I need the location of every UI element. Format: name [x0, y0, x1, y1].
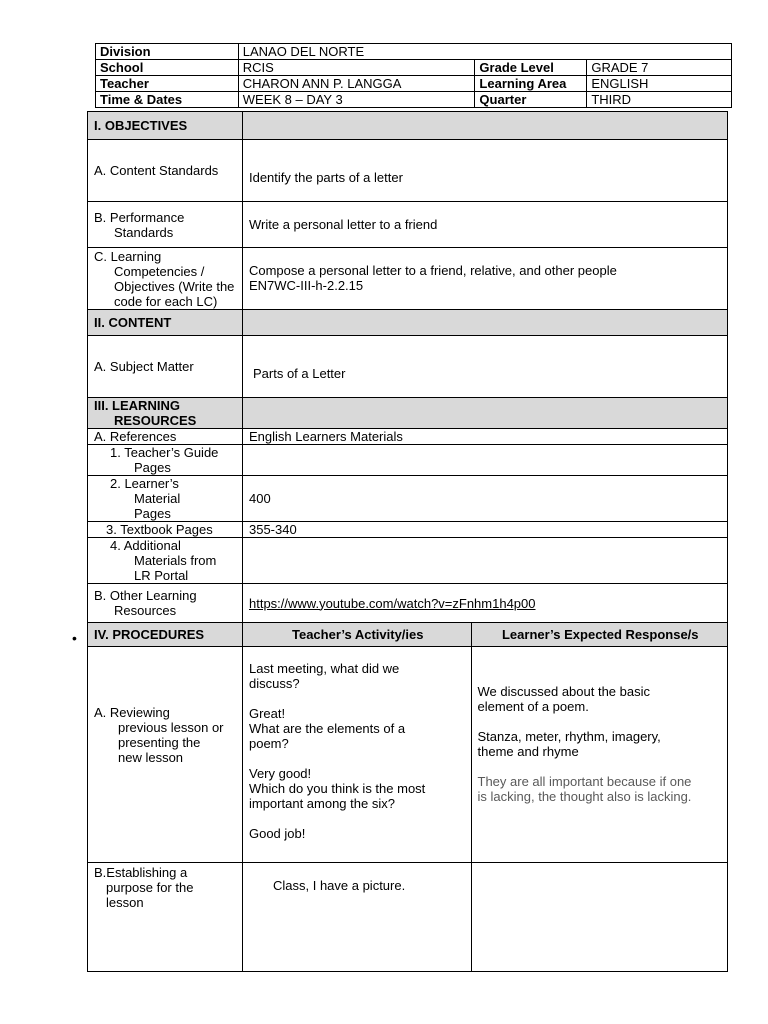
lesson-plan-table: [87, 111, 728, 972]
subject-matter-value: Parts of a Letter: [242, 336, 727, 398]
performance-standards-label: B. Performance Standards: [88, 202, 243, 248]
content-standards-value: Identify the parts of a letter: [242, 140, 727, 202]
teachers-guide-value: [242, 445, 727, 476]
teacher-value: CHARON ANN P. LANGGA: [238, 76, 475, 92]
teachers-guide-label: 1. Teacher’s Guide Pages: [88, 445, 243, 476]
time-dates-value: WEEK 8 – DAY 3: [238, 92, 475, 108]
division-value: LANAO DEL NORTE: [238, 44, 731, 60]
teachers-guide-row: [88, 445, 728, 476]
other-resources-cell: [242, 584, 727, 623]
establishing-label: B.Establishing a purpose for the lesson: [88, 863, 243, 972]
resources-heading-row: [88, 398, 728, 429]
other-resources-row: [88, 584, 728, 623]
competencies-label: C. Learning Competencies / Objectives (Write the code for each LC): [88, 248, 243, 310]
grade-level-label: Grade Level: [475, 60, 587, 76]
performance-standards-row: [88, 202, 728, 248]
content-standards-row: [88, 140, 728, 202]
reviewing-row: [88, 647, 728, 863]
content-heading-row: [88, 310, 728, 336]
bullet-marker: •: [72, 630, 77, 646]
learners-material-value: 400: [242, 476, 727, 522]
reviewing-learner-response: We discussed about the basic element of a poem. Stanza, meter, rhythm, imagery, theme and rhyme They are all important because if one is lacking, the thought also is lacking.: [471, 647, 727, 863]
youtube-link[interactable]: https://www.youtube.com/watch?v=zFnhm1h4p00: [248, 595, 536, 611]
learning-area-label: Learning Area: [475, 76, 587, 92]
performance-standards-value: Write a personal letter to a friend: [242, 202, 727, 248]
teacher-activity-header: Teacher’s Activity/ies: [242, 623, 471, 647]
content-heading: II. CONTENT: [88, 310, 243, 336]
additional-materials-value: [242, 538, 727, 584]
learners-material-label: 2. Learner’s Material Pages: [88, 476, 243, 522]
competencies-value: Compose a personal letter to a friend, relative, and other people EN7WC-III-h-2.2.15: [242, 248, 727, 310]
learner-response-header: Learner’s Expected Response/s: [471, 623, 727, 647]
other-resources-label: B. Other Learning Resources: [88, 584, 243, 623]
objectives-heading-row: [88, 112, 728, 140]
subject-matter-label: A. Subject Matter: [88, 336, 243, 398]
objectives-heading: I. OBJECTIVES: [88, 112, 243, 140]
header-table: [95, 43, 732, 108]
time-dates-label: Time & Dates: [96, 92, 239, 108]
grade-level-value: GRADE 7: [587, 60, 732, 76]
establishing-learner-response: [471, 863, 727, 972]
reviewing-teacher-activity: Last meeting, what did we discuss? Great! What are the elements of a poem? Very good! Which do you think is the most important among the six? Good job!: [242, 647, 471, 863]
resources-heading: III. LEARNING RESOURCES: [88, 398, 243, 429]
references-value: English Learners Materials: [242, 429, 727, 445]
references-label: A. References: [88, 429, 243, 445]
division-label: Division: [96, 44, 239, 60]
quarter-value: THIRD: [587, 92, 732, 108]
competencies-row: [88, 248, 728, 310]
references-row: [88, 429, 728, 445]
learners-material-row: [88, 476, 728, 522]
teacher-label: Teacher: [96, 76, 239, 92]
content-standards-label: A. Content Standards: [88, 140, 243, 202]
textbook-label: 3. Textbook Pages: [88, 522, 243, 538]
textbook-row: [88, 522, 728, 538]
procedures-heading: IV. PROCEDURES: [88, 623, 243, 647]
school-label: School: [96, 60, 239, 76]
reviewing-label: A. Reviewing previous lesson or presenting the new lesson: [88, 647, 243, 863]
additional-materials-label: 4. Additional Materials from LR Portal: [88, 538, 243, 584]
procedures-heading-row: [88, 623, 728, 647]
textbook-value: 355-340: [242, 522, 727, 538]
quarter-label: Quarter: [475, 92, 587, 108]
establishing-row: [88, 863, 728, 972]
learning-area-value: ENGLISH: [587, 76, 732, 92]
subject-matter-row: [88, 336, 728, 398]
additional-materials-row: [88, 538, 728, 584]
school-value: RCIS: [238, 60, 475, 76]
establishing-teacher-activity: Class, I have a picture.: [242, 863, 471, 972]
